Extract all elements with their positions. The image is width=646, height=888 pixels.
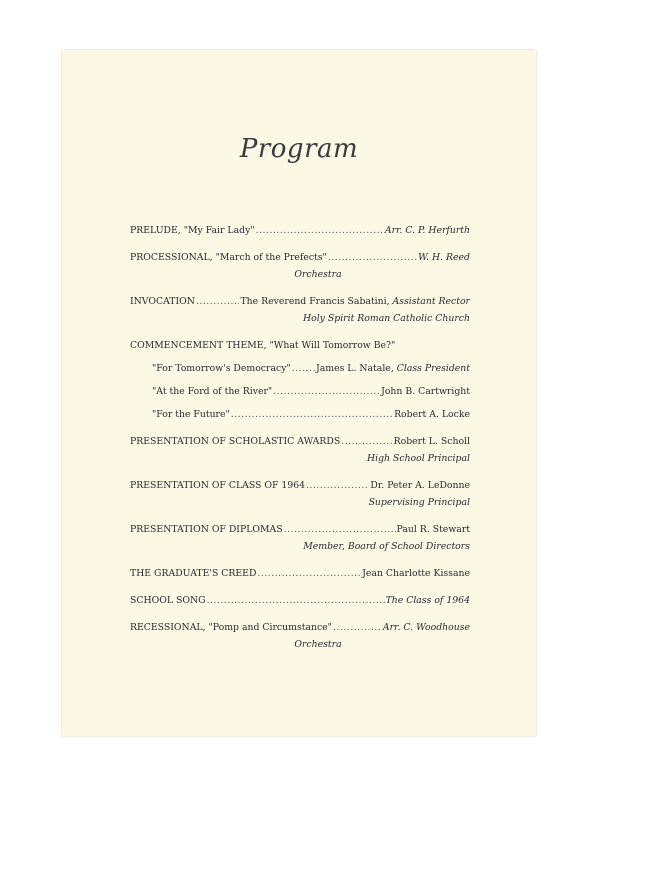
program-title: Program [239,134,359,164]
item-title: "For Tomorrow's Democracy" [152,363,291,374]
item-performer: James L. Natale, [315,363,394,374]
item-subtitle: Holy Spirit Roman Catholic Church [303,313,470,324]
leader-dots [207,594,385,607]
leader-dots [196,295,240,308]
program-item-diplomas [130,523,470,553]
item-performer: Dr. Peter A. LeDonne [370,480,470,491]
item-title: PRELUDE, "My Fair Lady" [130,225,255,236]
item-title: "At the Ford of the River" [152,386,273,397]
item-title: COMMENCEMENT THEME, "What Will Tomorrow Be?" [130,340,396,351]
item-role: Assistant Rector [392,296,470,307]
program-item-democracy [130,362,470,375]
item-performer: Arr. C. P. Herfurth [384,225,470,236]
item-title: PRESENTATION OF CLASS OF 1964 [130,480,306,491]
item-subtitle: High School Principal [367,453,470,464]
item-performer: The Reverend Francis Sabatini, [240,296,390,307]
leader-dots [284,523,396,536]
program-item-awards [130,435,470,465]
leader-dots [231,408,393,421]
item-performer: John B. Cartwright [381,386,470,397]
leader-dots [328,251,417,264]
leader-dots [256,224,384,237]
item-performer: The Class of 1964 [385,595,470,606]
item-subtitle: Member, Board of School Directors [303,541,470,552]
leader-dots [273,385,380,398]
item-title: RECESSIONAL, "Pomp and Circumstance" [130,622,332,633]
program-sheet [62,50,536,736]
item-role: Class President [396,363,470,374]
item-title: PRESENTATION OF SCHOLASTIC AWARDS [130,436,341,447]
item-subtitle: Orchestra [294,269,342,280]
program-item-school-song [130,594,470,607]
leader-dots [341,435,392,448]
item-title: PRESENTATION OF DIPLOMAS [130,524,283,535]
program-item-class [130,479,470,509]
leader-dots [257,567,361,580]
item-title: INVOCATION [130,296,195,307]
item-performer: Arr. C. Woodhouse [382,622,470,633]
item-performer: Robert L. Scholl [393,436,470,447]
program-item-invocation [130,295,470,325]
item-performer: Jean Charlotte Kissane [362,568,470,579]
program-item-recessional [130,621,470,651]
item-performer: W. H. Reed [418,252,470,263]
program-item-theme [130,339,470,352]
item-title: THE GRADUATE'S CREED [130,568,257,579]
leader-dots [306,479,369,492]
item-title: "For the Future" [152,409,230,420]
program-item-processional [130,251,470,281]
leader-dots [292,362,315,375]
program-item-prelude [130,224,470,237]
program-list [130,224,470,651]
item-subtitle: Orchestra [294,639,342,650]
program-item-future [130,408,470,421]
item-performer: Paul R. Stewart [396,524,470,535]
item-title: SCHOOL SONG [130,595,206,606]
item-title: PROCESSIONAL, "March of the Prefects" [130,252,327,263]
program-item-creed [130,567,470,580]
item-subtitle: Supervising Principal [368,497,470,508]
program-item-ford [130,385,470,398]
leader-dots [333,621,382,634]
item-performer: Robert A. Locke [394,409,470,420]
